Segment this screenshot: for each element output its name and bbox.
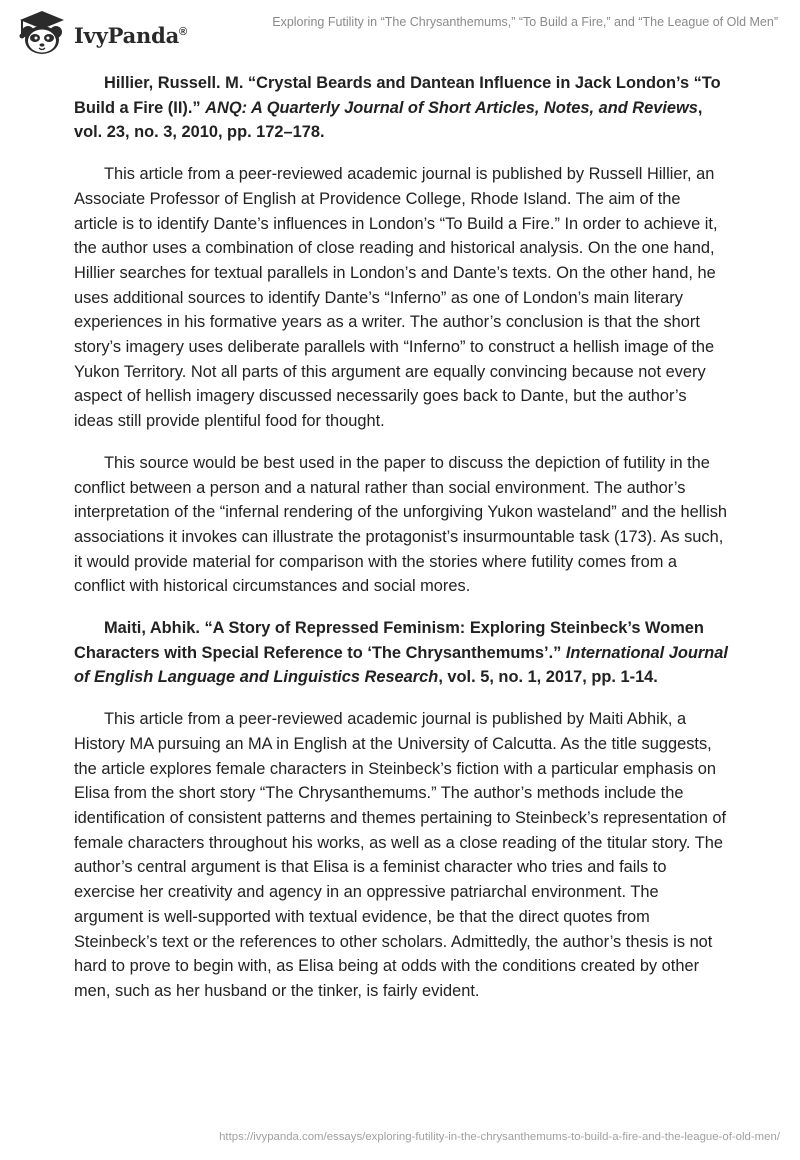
- paragraph: This source would be best used in the paper to discuss the depiction of futility in the conflict between a person and a natural rather than social environment. The author’s interpretation of the “infernal rendering of the unforgiving Yukon wasteland” and the hellish associations it invokes can illustrate the protagonist’s insurmountable task (173). As such, it would provide material for comparison with the stories where futility comes from a conflict with historical circumstances and social mores.: [74, 453, 728, 596]
- essay-title: Exploring Futility in “The Chrysanthemums,” “To Build a Fire,” and “The League of Old Men”: [272, 15, 778, 29]
- journal-title: International Journal of English Language and Linguistics Research: [74, 643, 728, 687]
- citation-details: , vol. 23, no. 3, 2010, pp. 172–178.: [74, 98, 703, 142]
- registered-mark: ®: [179, 25, 187, 38]
- citation-text: Maiti, Abhik. “A Story of Repressed Feminism: Exploring Steinbeck’s Women Characters with Special Reference to ‘The Chrysanthemums’.”: [74, 619, 704, 662]
- logo-name: IvyPanda: [74, 22, 180, 48]
- ivypanda-logo[interactable]: [14, 8, 187, 56]
- citation-maiti: [74, 616, 728, 690]
- panda-logo-icon: [14, 8, 70, 56]
- citation-text: Hillier, Russell. M. “Crystal Beards and Dantean Influence in Jack London’s “To Build a Fire (II).”: [74, 74, 721, 117]
- journal-title: ANQ: A Quarterly Journal of Short Articles, Notes, and Reviews: [205, 98, 698, 117]
- source-url-link[interactable]: https://ivypanda.com/essays/exploring-futility-in-the-chrysanthemums-to-build-a-fire-and-the-league-of-old-men/: [219, 1131, 780, 1143]
- page-header: [0, 0, 800, 60]
- paragraph: This article from a peer-reviewed academic journal is published by Maiti Abhik, a History MA pursuing an MA in English at the University of Calcutta. As the title suggests, the article explores female characters in Steinbeck’s fiction with a particular emphasis on Elisa from the short story “The Chrysanthemums.” The author’s methods include the identification of consistent patterns and themes pertaining to Steinbeck’s representation of female characters throughout his works, as well as a close reading of the titular story. The author’s central argument is that Elisa is a feminist character who tries and fails to exercise her creativity and agency in an oppressive patriarchal environment. The argument is well-supported with textual evidence, be that the direct quotes from Steinbeck’s text or the references to other scholars. Admittedly, the author’s thesis is not hard to prove to begin with, as Elisa being at odds with the conditions created by other men, such as her husband or the tinker, is fairly evident.: [74, 710, 727, 1000]
- citation-details: , vol. 5, no. 1, 2017, pp. 1-14.: [438, 668, 658, 687]
- paragraph: This article from a peer-reviewed academic journal is published by Russell Hillier, an Associate Professor of English at Providence College, Rhode Island. The aim of the article is to identify Dante’s influences in London’s “To Build a Fire.” In order to achieve it, the author uses a combination of close reading and historical analysis. On the one hand, Hillier searches for textual parallels in London’s and Dante’s texts. On the other hand, he uses additional sources to identify Dante’s “Inferno” as one of London’s main literary experiences in his formative years as a writer. The author’s conclusion is that the short story’s imagery uses deliberate parallels with “Inferno” to construct a hellish image of the Yukon Territory. Not all parts of this argument are equally convincing because not every aspect of hellish imagery discussed necessarily goes back to Dante, but the author’s ideas still provide plentiful food for thought.: [74, 165, 718, 431]
- essay-content: [74, 71, 728, 1021]
- logo-wordmark: [74, 23, 187, 48]
- citation-hillier: [74, 71, 728, 145]
